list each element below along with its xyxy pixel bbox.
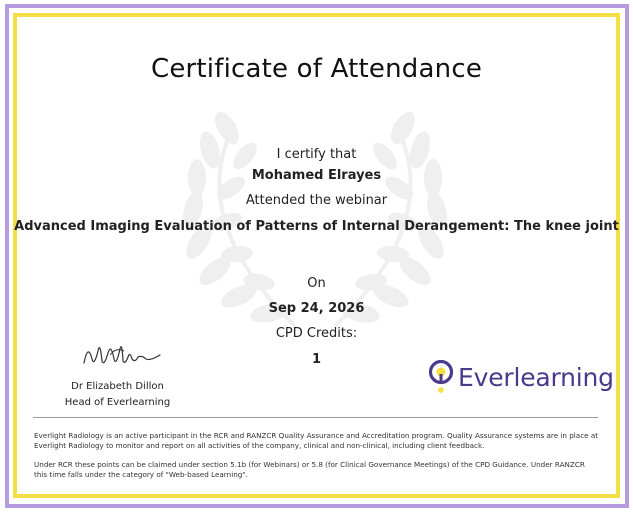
attendance-date: Sep 24, 2026 — [268, 301, 365, 316]
footer-divider — [33, 417, 598, 418]
everlearning-logo — [428, 359, 614, 395]
footer-paragraph-accreditation: Everlight Radiology is an active participant in the RCR and RANZCR Quality Assurance and Accreditation program. Quality Assurance systems are in place at Everlight Radiology to monitor and report on all activities of the company, clinical and non-clinical, including client feedback. — [34, 431, 599, 450]
cpd-credits-value: 1 — [311, 352, 322, 367]
certificate-title: Certificate of Attendance — [150, 54, 483, 84]
on-label: On — [307, 276, 326, 291]
signatory-role: Head of Everlearning — [64, 397, 171, 408]
webinar-title: Advanced Imaging Evaluation of Patterns of Internal Derangement: The knee joint — [14, 219, 619, 234]
certify-text: I certify that — [276, 147, 357, 162]
logo-text: Everlearning — [458, 362, 614, 392]
signatory-name: Dr Elizabeth Dillon — [71, 381, 164, 392]
lightbulb-icon — [428, 360, 454, 394]
cpd-credits-label: CPD Credits: — [275, 326, 358, 341]
handwritten-signature — [80, 337, 164, 371]
footer-paragraph-cpd: Under RCR these points can be claimed under section 5.1b (for Webinars) or 5.8 (for Clinical Governance Meetings) of the CPD Guidance. Under RANZCR this time falls under the category of "Web-based Learning". — [34, 460, 585, 479]
attendee-name: Mohamed Elrayes — [251, 168, 382, 183]
attended-text: Attended the webinar — [245, 193, 388, 208]
